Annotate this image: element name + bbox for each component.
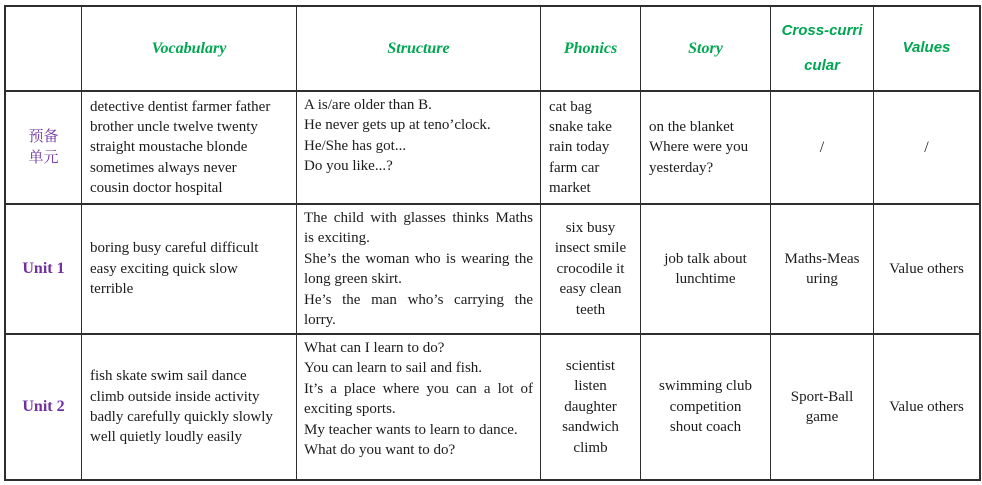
header-corner-cell <box>6 7 82 92</box>
unit-label-unit2: Unit 2 <box>6 335 82 479</box>
header-values: Values <box>874 7 979 92</box>
cross-curricular-cell-unit1: Maths-Meas uring <box>771 205 874 335</box>
structure-cell-unit1: The child with glasses thinks Maths is exciting. She’s the woman who is wearing the long green skirt. He’s the man who’s carrying the lorry. <box>297 205 541 335</box>
unit-label-prep: 预备 单元 <box>6 92 82 205</box>
header-cross-curricular: Cross-curri cular <box>771 7 874 92</box>
structure-cell-unit2: What can I learn to do? You can learn to sail and fish. It’s a place where you can a lot of exciting sports. My teacher wants to learn to dance. What do you want to do? <box>297 335 541 479</box>
phonics-cell-unit1: six busy insect smile crocodile it easy clean teeth <box>541 205 641 335</box>
header-phonics: Phonics <box>541 7 641 92</box>
header-structure: Structure <box>297 7 541 92</box>
vocabulary-cell-prep: detective dentist farmer father brother uncle twelve twenty straight moustache blonde sometimes always never cousin doctor hospital <box>82 92 297 205</box>
vocabulary-cell-unit2: fish skate swim sail dance climb outside inside activity badly carefully quickly slowly well quietly loudly easily <box>82 335 297 479</box>
header-story: Story <box>641 7 771 92</box>
story-cell-prep: on the blanket Where were you yesterday? <box>641 92 771 205</box>
values-cell-prep: / <box>874 92 979 205</box>
unit-label-unit1: Unit 1 <box>6 205 82 335</box>
values-cell-unit1: Value others <box>874 205 979 335</box>
syllabus-table <box>4 5 981 481</box>
values-cell-unit2: Value others <box>874 335 979 479</box>
vocabulary-cell-unit1: boring busy careful difficult easy exciting quick slow terrible <box>82 205 297 335</box>
story-cell-unit2: swimming club competition shout coach <box>641 335 771 479</box>
story-cell-unit1: job talk about lunchtime <box>641 205 771 335</box>
header-vocabulary: Vocabulary <box>82 7 297 92</box>
cross-curricular-cell-prep: / <box>771 92 874 205</box>
cross-curricular-cell-unit2: Sport-Ball game <box>771 335 874 479</box>
structure-cell-prep: A is/are older than B. He never gets up at teno’clock. He/She has got... Do you like...? <box>297 92 541 205</box>
phonics-cell-unit2: scientist listen daughter sandwich climb <box>541 335 641 479</box>
phonics-cell-prep: cat bag snake take rain today farm car market <box>541 92 641 205</box>
